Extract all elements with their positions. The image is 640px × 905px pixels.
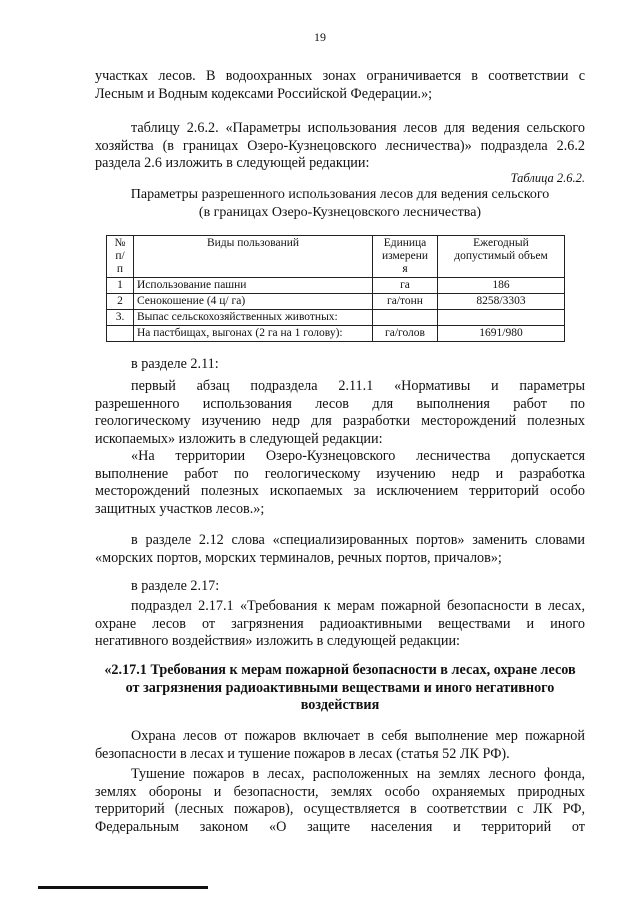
text-line: безопасности в лесах и тушение пожаров в лесах (статья 52 ЛК РФ). [95,745,510,762]
section-2-11-quote [95,448,585,518]
table-row [107,310,565,326]
cell-volume [438,310,565,326]
heading-line: от загрязнения радиоактивными веществами и иного негативного [125,679,555,696]
text-line: месторождений полезных ископаемых за исключением территорий особо [95,483,585,499]
parameters-table [106,235,565,342]
table-label: Таблица 2.6.2. [510,171,585,185]
cell-type: Выпас сельскохозяйственных животных: [134,310,373,326]
heading-line: «2.17.1 Требования к мерам пожарной безопасности в лесах, охране лесов [104,662,576,678]
header-volume: Ежегодный допустимый объем [438,236,565,278]
section-2-17-heading: в разделе 2.17: [131,578,220,594]
text-line: негативного воздействия» изложить в следующей редакции: [95,633,460,649]
text-line: охране лесов от загрязнения радиоактивными веществами и иного [95,615,585,632]
text-line: участках лесов. В водоохранных зонах ограничивается в соответствии с [95,68,585,84]
section-2-12-text [95,532,585,567]
text-line: землях обороны и безопасности, землях особо охраняемых природных [95,783,585,800]
cell-volume: 8258/3303 [438,294,565,310]
text-line: Федеральным законом «О защите населения и территорий от [95,818,585,835]
table-title-line: (в границах Озеро-Кузнецовского лесничества) [198,204,482,220]
body-paragraph [95,728,585,763]
paragraph-continuation [95,68,585,103]
text-line: «На территории Озеро-Кузнецовского лесничества допускается [131,448,585,464]
table-row [107,278,565,294]
text-line: Охрана лесов от пожаров включает в себя выполнение мер пожарной [131,728,585,744]
footnote-divider [38,886,208,889]
header-num: № п/ п [107,236,134,278]
text-line: в разделе 2.12 слова «специализированных портов» заменить словами [131,532,585,548]
heading-line: воздействия [300,697,380,713]
paragraph-table-intro [95,120,585,173]
table-title-line: Параметры разрешенного использования лесов для ведения сельского [130,187,550,202]
cell-unit: га/тонн [373,294,438,310]
text-line: защитных участков лесов.»; [95,500,265,517]
header-type: Виды пользований [134,236,373,278]
cell-type: Сенокошение (4 ц/ га) [134,294,373,310]
cell-unit [373,310,438,326]
text-line: таблицу 2.6.2. «Параметры использования лесов для ведения сельского [131,120,585,136]
body-paragraph [95,766,585,836]
text-line: геологическому изучению недр для разработки месторождений полезных [95,413,585,429]
cell-num: 1 [107,278,134,294]
cell-num: 3. [107,310,134,326]
cell-unit: га [373,278,438,294]
text-line: ископаемых» изложить в следующей редакции: [95,430,383,447]
cell-volume: 1691/980 [438,326,565,342]
text-line: Лесным и Водным кодексами Российской Федерации.»; [95,85,433,102]
text-line: выполнение работ по геологическому изучению недр и разработка [95,465,585,482]
section-2-11-heading: в разделе 2.11: [131,356,219,372]
section-2-17-text [95,598,585,651]
table-title [95,186,585,221]
cell-volume: 186 [438,278,565,294]
text-line: территорий (лесных пожаров), осуществляется в соответствии с ЛК РФ, [95,801,585,817]
text-line: Тушение пожаров в лесах, расположенных на землях лесного фонда, [131,766,585,782]
table-row [107,326,565,342]
table-header-row [107,236,565,278]
text-line: разрешенного использования лесов для выполнения работ по [95,395,585,412]
section-2-11-text [95,378,585,448]
cell-num: 2 [107,294,134,310]
text-line: подраздел 2.17.1 «Требования к мерам пожарной безопасности в лесах, [131,598,585,614]
cell-type: На пастбищах, выгонах (2 га на 1 голову): [134,326,373,342]
text-line: «морских портов, морских терминалов, речных портов, причалов»; [95,549,502,566]
text-line: раздела 2.6 изложить в следующей редакции: [95,155,370,171]
subsection-heading [95,662,585,715]
text-line: хозяйства (в границах Озеро-Кузнецовского лесничества)» подраздела 2.6.2 [95,137,585,154]
page-number: 19 [314,30,326,44]
text-line: первый абзац подраздела 2.11.1 «Нормативы и параметры [131,378,585,394]
cell-unit: га/голов [373,326,438,342]
header-unit: Единица измерени я [373,236,438,278]
cell-num [107,326,134,342]
table-row [107,294,565,310]
cell-type: Использование пашни [134,278,373,294]
